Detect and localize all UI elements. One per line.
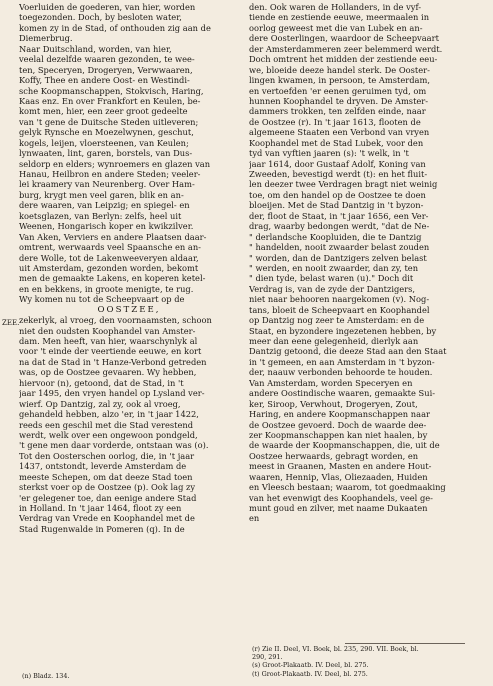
text-line: meer dan eene gelegenheid, dierlyk aan	[249, 336, 419, 346]
text-line: Doch omtrent het midden der zestiende eeu-	[249, 54, 438, 65]
text-line: lei kraamery van Neurenberg. Over Ham-	[19, 179, 195, 190]
text-line: munt goud en zilver, met naame Dukaaten	[249, 503, 428, 513]
text-line: de Oostzee (r). In 't jaar 1613, flooten de	[249, 116, 421, 127]
text-line: kogels, leijen, vloersteenen, van Keulen;	[19, 137, 189, 148]
text-line: der, naauw verbonden behoorde te houden.	[249, 367, 433, 378]
text-line: hunnen Koophandel te dryven. De Amster-	[249, 95, 429, 106]
text-line: van het evenwigt des Koophandels, veel ge-	[249, 492, 433, 503]
text-line: len deezer twee Verdragen bragt niet weinig	[249, 179, 438, 190]
text-line: komt men, hier, een zeer groot gedeelte	[19, 106, 188, 117]
text-line: der, floot de Staat, in 't jaar 1656, een Ver-	[249, 210, 429, 221]
text-line: sterkst voer op de Oostzee (p). Ook lag zy	[19, 482, 196, 493]
text-line: na dat de Stad in 't Hanze-Verbond getreden	[19, 356, 207, 367]
text-line: werdt, welk over een ongewoon pondgeld,	[19, 429, 198, 440]
text-line: en	[249, 513, 260, 524]
text-line: meest in Graanen, Masten en andere Hout-	[249, 461, 432, 472]
text-line: seldorp en elders; wynroemers en glazen van	[19, 158, 211, 169]
text-line: Koophandel met de Stad Lubek, voor den	[249, 137, 424, 148]
text-line: Verdrag van Vrede en Koophandel met de	[19, 513, 195, 524]
text-line: " derlandsche Koopluiden, die te Dantzig	[249, 231, 422, 242]
text-line: Koffy, Thee en andere Oost- en Westindi-	[19, 75, 190, 86]
text-line: " dien tyde, belast waren (u)." Doch dit	[249, 273, 414, 284]
left-column-bottom-text	[19, 315, 239, 534]
margin-note: ZEE.	[2, 319, 20, 327]
text-line: tiende en zestiende eeuwe, meermaalen in	[249, 12, 430, 23]
text-line: Haring, en andere Koopmanschappen naar	[249, 409, 430, 420]
text-line: lynwaaten, lint, garen, borstels, van Dus-	[19, 148, 193, 159]
text-line: andere Oostindische waaren, gemaakte Sui-	[249, 388, 436, 399]
text-line: Diemerbrug.	[19, 33, 73, 44]
text-line: Dantzig getoond, die deeze Stad aan den Staat	[249, 346, 447, 357]
text-line: 't gene men daar vorderde, ontstaan was (o).	[19, 440, 209, 451]
text-line: gelyk Rynsche en Moezelwynen, geschut,	[19, 127, 194, 138]
text-line: dam. Men heeft, van hier, waarschynlyk al	[19, 336, 198, 346]
right-column	[249, 2, 477, 524]
text-line: 290, 291.	[252, 653, 283, 662]
text-line: Van Aken, Verviers en andere Plaatsen daar-	[19, 231, 207, 242]
text-line: Kaas enz. En over Frankfort en Keulen, be-	[19, 95, 201, 106]
text-line: dammers trokken, ten zelfden einde, naar	[249, 106, 426, 117]
text-line: voor 't einde der veertiende eeuwe, en kort	[19, 346, 202, 357]
text-line: niet den oudsten Koophandel van Amster-	[19, 325, 196, 336]
text-line: zer Koopmanschappen kan niet haalen, by	[249, 429, 428, 440]
text-line: zekerlyk, al vroeg, den voornaamsten, schoon	[19, 315, 212, 326]
text-line: en en bekkens, in groote menigte, te rug.	[19, 283, 194, 294]
text-line: burg, krygt men veel garen, blik en an-	[19, 189, 184, 200]
text-line: (t) Groot-Plakaatb. IV. Deel, bl. 275.	[252, 669, 368, 678]
left-column-top-text	[19, 2, 239, 305]
text-line: jaar 1495, den vryen handel op Lysland ver-	[19, 388, 205, 399]
bottom-left-footnote: (n) Bladz. 134.	[22, 672, 70, 680]
text-line: was, op de Oostzee gevaaren. Wy hebben,	[19, 367, 197, 378]
text-line: dere Oosterlingen, waardoor de Scheepvaart	[249, 33, 439, 44]
text-line: niet naar behooren naargekomen (v). Nog-	[249, 294, 430, 305]
text-line: de waarde der Koopmanschappen, die, uit de	[249, 440, 440, 451]
text-line: ten, Speceryen, Drogeryen, Verwwaaren,	[19, 64, 193, 75]
text-line: Verdrag is, van de zyde der Dantzigers,	[249, 283, 416, 294]
text-line: Wy komen nu tot de Scheepvaart op de	[19, 294, 185, 305]
text-line: koetsglazen, van Berlyn: zelfs, heel uit	[19, 210, 182, 221]
text-line: toegezonden. Doch, by besloten water,	[19, 12, 182, 23]
text-line: (r) Zie II. Deel, VI. Boek, bl. 235, 290. VII. Boek, bl.	[252, 645, 419, 653]
text-line: ker, Siroop, Verwhout, Drogeryen, Zout,	[249, 398, 418, 409]
text-line: Zweeden, bevestigd werdt (t): en het fluit-	[249, 169, 428, 179]
text-line: algemeene Staaten een Verbond van vryen	[249, 127, 430, 138]
text-line: Voerluiden de goederen, van hier, worden	[19, 2, 196, 12]
footnotes	[252, 645, 482, 678]
text-line: " werden, en nooit zwaarder, dan zy, ten	[249, 262, 419, 273]
text-line: dere Wolle, tot de Lakenweeveryen aldaar,	[19, 252, 199, 263]
text-line: (s) Groot-Plakaatb. IV. Deel, bl. 275.	[252, 661, 369, 670]
text-line: gehandeld hebben, alzo 'er, in 't jaar 1422,	[19, 409, 199, 420]
text-line: meeste Schepen, om dat deeze Stad toen	[19, 471, 193, 482]
text-line: waaren, Hennip, Vlas, Oliezaaden, Huiden	[249, 471, 428, 482]
text-line: in Holland. In 't jaar 1464, floot zy een	[19, 503, 182, 513]
text-line: en vertoefden 'er eenen geruimen tyd, om	[249, 85, 427, 96]
text-line: omtrent, werwaards veel Spaansche en an-	[19, 242, 201, 253]
section-heading: OOSTZEE,	[97, 304, 161, 315]
left-column	[19, 2, 239, 534]
text-line: sche Koopmanschappen, Stokvisch, Haring,	[19, 85, 204, 96]
text-line: veelal dezelfde waaren gezonden, te wee-	[19, 54, 195, 65]
text-line: de Oostzee gevoerd. Doch de waarde dee-	[249, 419, 427, 430]
text-line: drag, waarby bedongen werdt, "dat de Ne-	[249, 221, 430, 232]
text-line: der Amsterdammeren zeer belemmerd werdt.	[249, 43, 443, 54]
text-line: en Vleesch bestaan; waarom, tot goedmaaking	[249, 482, 446, 493]
text-line: we, bloeide deeze handel sterk. De Ooster-	[249, 64, 430, 75]
text-line: in 't gemeen, en aan Amsterdam in 't byzon-	[249, 356, 435, 367]
text-line: dere waaren, van Leipzig; en spiegel- en	[19, 200, 190, 211]
text-line: " handelden, nooit zwaarder belast zouden	[249, 242, 430, 253]
text-line: reeds een geschil met die Stad verestend	[19, 419, 194, 430]
text-line: 'er gelegener toe, dan eenige andere Stad	[19, 492, 197, 503]
text-line: Staat, en byzondere ingezetenen hebben, by	[249, 325, 437, 336]
text-line: den. Ook waren de Hollanders, in de vyf-	[249, 2, 422, 12]
text-line: hiervoor (n), getoond, dat de Stad, in 't	[19, 377, 184, 388]
text-line: bloeijen. Met de Stad Dantzig in 't byzon-	[249, 200, 424, 211]
text-line: lingen kwamen, in persoon, te Amsterdam,	[249, 75, 430, 86]
text-line: toe, om den handel op de Oostzee te doen	[249, 189, 426, 200]
footnote-rule	[345, 643, 465, 644]
text-line: Tot den Oosterschen oorlog, die, in 't jaar	[19, 450, 195, 461]
text-line: jaar 1614, door Gustaaf Adolf, Koning van	[249, 158, 426, 169]
text-line: tans, bloeit de Scheepvaart en Koophandel	[249, 304, 430, 315]
text-line: Weenen, Hongarisch koper en kwikzilver.	[19, 221, 194, 232]
text-line: 1437, ontstondt, leverde Amsterdam de	[19, 461, 187, 472]
text-line: Van Amsterdam, worden Speceryen en	[249, 377, 413, 388]
text-line: komen zy in de Stad, of onthouden zig aan de	[19, 22, 211, 33]
text-line: Hanau, Heilbron en andere Steden; veeler-	[19, 169, 201, 179]
text-line: Naar Duitschland, worden, van hier,	[19, 43, 172, 54]
text-line: op Dantzig nog zeer te Amsterdam: en de	[249, 315, 425, 326]
text-line: oorlog geweest met die van Lubek en an-	[249, 22, 423, 33]
text-line: van 't gene de Duitsche Steden uitleveren;	[19, 116, 199, 127]
text-line: " worden, dan de Dantzigers zelven belast	[249, 252, 427, 263]
text-line: tyd van vyftien jaaren (s): 't welk, in 't	[249, 148, 409, 159]
text-line: Stad Rugenwalde in Pomeren (q). In de	[19, 523, 185, 534]
text-line: uit Amsterdam, gezonden worden, bekomt	[19, 262, 199, 273]
text-line: men de gemaakte Lakens, en koperen ketel-	[19, 273, 206, 284]
text-line: wierf. Op Dantzig, zal zy, ook al vroeg,	[19, 398, 181, 409]
text-line: Oostzee herwaards, gebragt worden, en	[249, 450, 419, 461]
